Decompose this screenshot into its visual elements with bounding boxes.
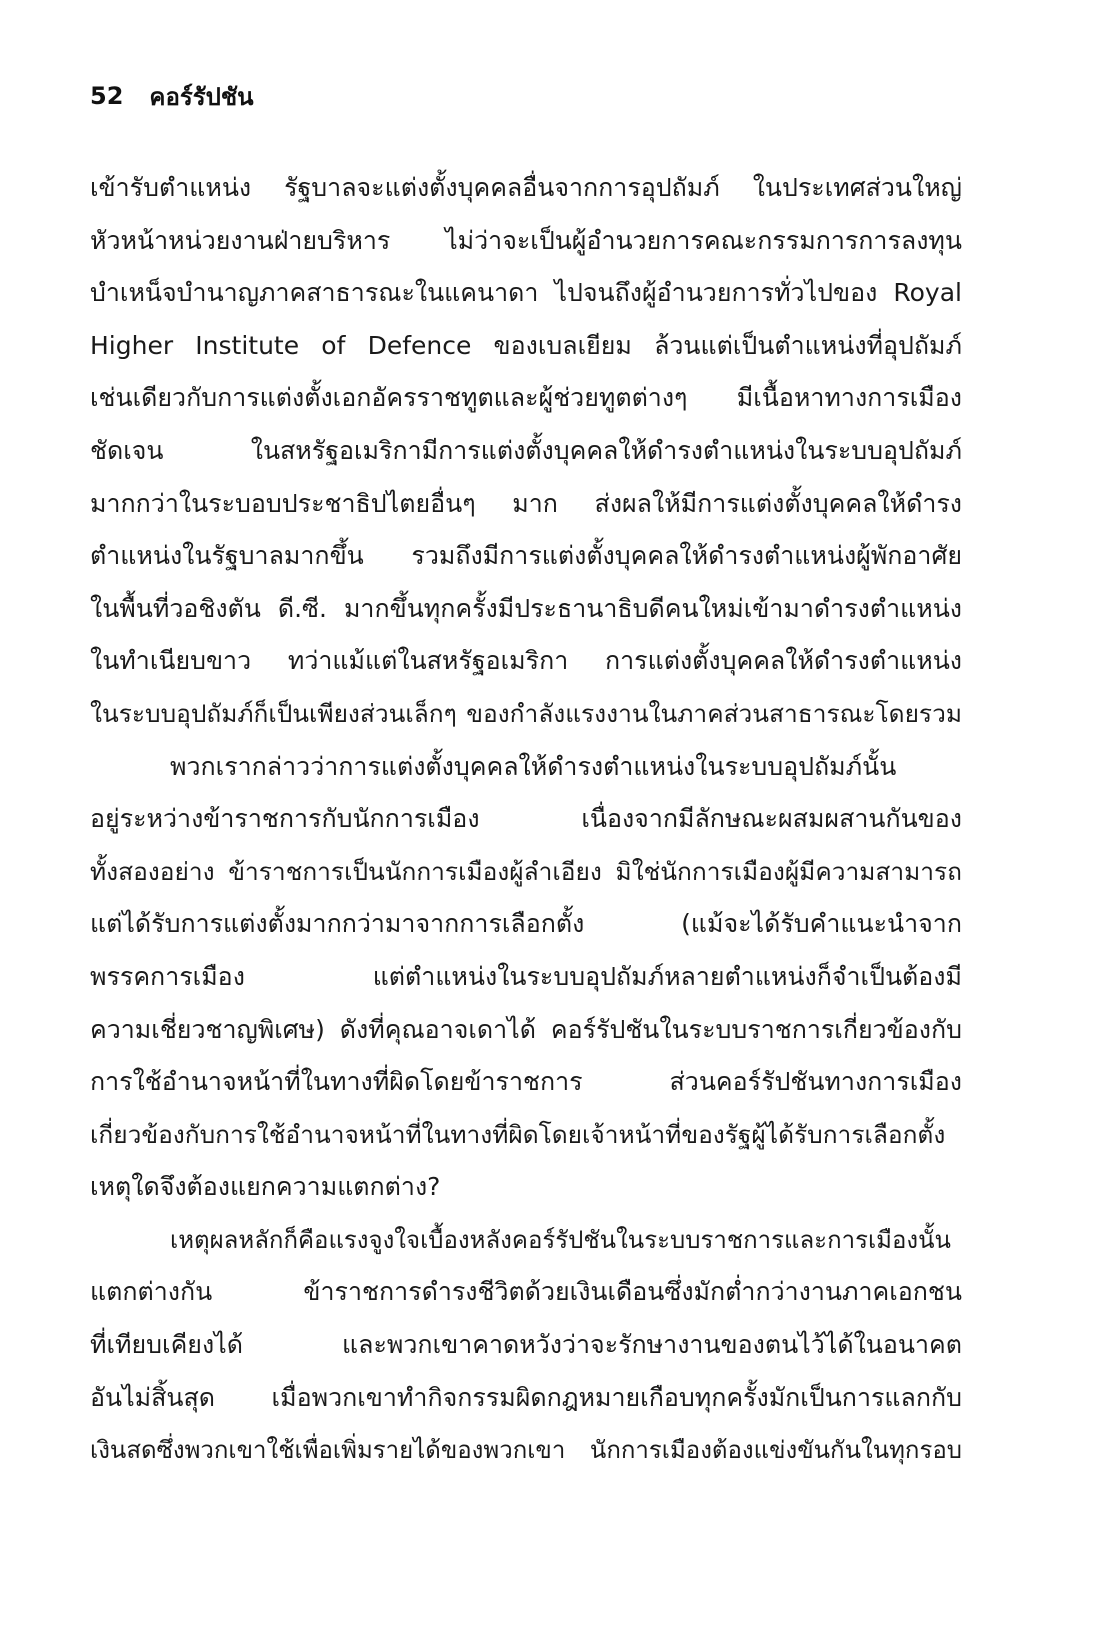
text-line: ความเชี่ยวชาญพิเศษ) ดังที่คุณอาจเดาได้ คอร์รัปชันในระบบราชการเกี่ยวข้องกับ xyxy=(90,1014,962,1044)
text-line: หัวหน้าหน่วยงานฝ่ายบริหาร ไม่ว่าจะเป็นผู้อำนวยการคณะกรรมการการลงทุน xyxy=(90,225,962,255)
text-line: พรรคการเมือง แต่ตำแหน่งในระบบอุปถัมภ์หลายตำแหน่งก็จำเป็นต้องมี xyxy=(90,961,962,991)
text-line: ในพื้นที่วอชิงตัน ดี.ซี. มากขึ้นทุกครั้งมีประธานาธิบดีคนใหม่เข้ามาดำรงตำแหน่ง xyxy=(90,593,962,623)
text-line: ในทำเนียบขาว ทว่าแม้แต่ในสหรัฐอเมริกา การแต่งตั้งบุคคลให้ดำรงตำแหน่ง xyxy=(90,646,962,676)
paragraph-start-line: เหตุผลหลักก็คือแรงจูงใจเบื้องหลังคอร์รัปชันในระบบราชการและการเมืองนั้น xyxy=(170,1225,951,1254)
paragraph-end-line: เหตุใดจึงต้องแยกความแตกต่าง? xyxy=(90,1172,441,1202)
text-line: ชัดเจน ในสหรัฐอเมริกามีการแต่งตั้งบุคคลให้ดำรงตำแหน่งในระบบอุปถัมภ์ xyxy=(90,435,962,465)
text-line: อยู่ระหว่างข้าราชการกับนักการเมือง เนื่องจากมีลักษณะผสมผสานกันของ xyxy=(90,804,962,834)
page-number: 52 xyxy=(90,82,124,110)
text-line: บำเหน็จบำนาญภาคสาธารณะในแคนาดา ไปจนถึงผู้อำนวยการทั่วไปของ Royal xyxy=(90,278,962,308)
text-line: Higher Institute of Defence ของเบลเยียม ล้วนแต่เป็นตำแหน่งที่อุปถัมภ์ xyxy=(90,330,962,360)
text-line: แต่ได้รับการแต่งตั้งมากกว่ามาจากการเลือกตั้ง (แม้จะได้รับคำแนะนำจาก xyxy=(90,909,962,939)
book-title: คอร์รัปชัน xyxy=(149,82,254,111)
paragraph-start-line: พวกเรากล่าวว่าการแต่งตั้งบุคคลให้ดำรงตำแหน่งในระบบอุปถัมภ์นั้น xyxy=(170,751,897,781)
text-line: เกี่ยวข้องกับการใช้อำนาจหน้าที่ในทางที่ผิดโดยเจ้าหน้าที่ของรัฐผู้ได้รับการเลือกตั้ง xyxy=(90,1119,946,1149)
text-line: อันไม่สิ้นสุด เมื่อพวกเขาทำกิจกรรมผิดกฎหมายเกือบทุกครั้งมักเป็นการแลกกับ xyxy=(90,1382,962,1412)
text-line: การใช้อำนาจหน้าที่ในทางที่ผิดโดยข้าราชการ ส่วนคอร์รัปชันทางการเมือง xyxy=(90,1067,962,1097)
text-line: ทั้งสองอย่าง ข้าราชการเป็นนักการเมืองผู้ลำเอียง มิใช่นักการเมืองผู้มีความสามารถ xyxy=(90,856,962,886)
running-head xyxy=(90,78,254,114)
text-line: เงินสดซึ่งพวกเขาใช้เพื่อเพิ่มรายได้ของพวกเขา นักการเมืองต้องแข่งขันกันในทุกรอบ xyxy=(90,1436,962,1465)
text-line: ในระบบอุปถัมภ์ก็เป็นเพียงส่วนเล็กๆ ของกำลังแรงงานในภาคส่วนสาธารณะโดยรวม xyxy=(90,698,962,728)
text-line: เช่นเดียวกับการแต่งตั้งเอกอัครราชทูตและผู้ช่วยทูตต่างๆ มีเนื้อหาทางการเมือง xyxy=(90,383,962,413)
text-line: เข้ารับตำแหน่ง รัฐบาลจะแต่งตั้งบุคคลอื่นจากการอุปถัมภ์ ในประเทศส่วนใหญ่ xyxy=(90,173,962,202)
text-line: แตกต่างกัน ข้าราชการดำรงชีวิตด้วยเงินเดือนซึ่งมักต่ำกว่างานภาคเอกชน xyxy=(90,1277,962,1307)
text-line: มากกว่าในระบอบประชาธิปไตยอื่นๆ มาก ส่งผลให้มีการแต่งตั้งบุคคลให้ดำรง xyxy=(90,488,962,518)
body-text xyxy=(90,162,962,1477)
text-line: ตำแหน่งในรัฐบาลมากขึ้น รวมถึงมีการแต่งตั้งบุคคลให้ดำรงตำแหน่งผู้พักอาศัย xyxy=(90,541,962,571)
text-line: ที่เทียบเคียงได้ และพวกเขาคาดหวังว่าจะรักษางานของตนไว้ได้ในอนาคต xyxy=(90,1330,962,1360)
